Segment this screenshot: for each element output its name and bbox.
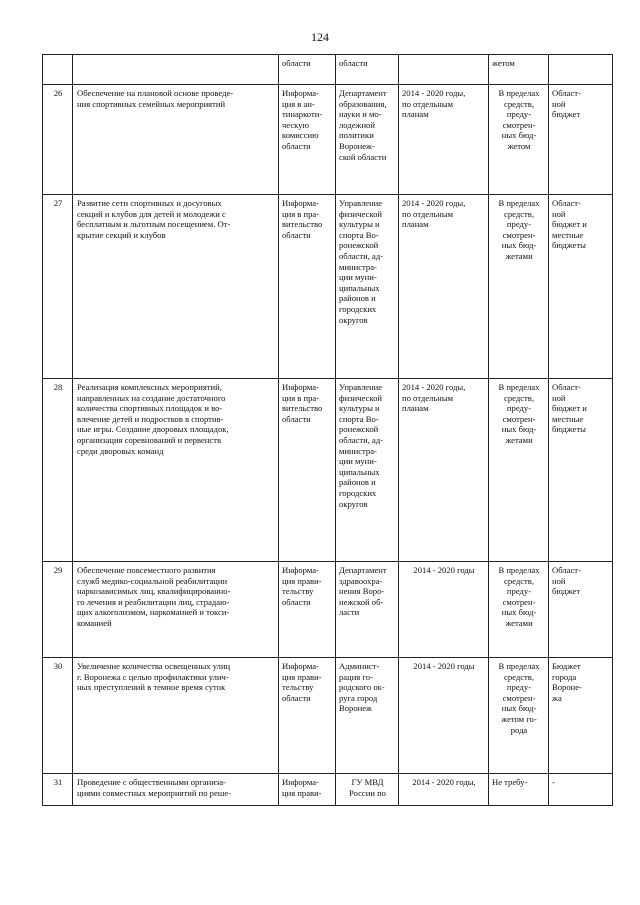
cell-term: 2014 - 2020 годы [399,562,489,658]
cell-budget: Област- ной бюджет [549,562,613,658]
cell-num: 28 [43,379,73,562]
cell-term: 2014 - 2020 годы, по отдельным планам [399,195,489,379]
cell-description: Увеличение количества освещенных улиц г. Воронежа с целью профилактики улич- ных преступлений в темное время суток [73,658,279,774]
cell-num: 30 [43,658,73,774]
cell-info: Информа- ция прави- тельству области [279,562,336,658]
cell-executor: Админист- рация го- родского ок- руга город Воронеж [336,658,399,774]
cell-budget: Област- ной бюджет [549,85,613,195]
cell-executor: Управление физической культуры и спорта Во- ронежской области, ад- министра- ции муни- ципальных районов и городских округов [336,195,399,379]
cell-description: Развитие сети спортивных и досуговых секций и клубов для детей и молодежи с бесплатным и льготным посещением. От- крытие секций и клубов [73,195,279,379]
cell-executor: области [336,55,399,85]
cell-financing: В пределах средств, преду- смотрен- ных бюд- жетами [489,379,549,562]
table-row [43,195,613,379]
cell-num: 26 [43,85,73,195]
cell-num: 27 [43,195,73,379]
cell-term: 2014 - 2020 годы, по отдельным планам [399,379,489,562]
cell-info: области [279,55,336,85]
cell-term [399,55,489,85]
cell-term: 2014 - 2020 годы, [399,774,489,806]
cell-description: Реализация комплексных мероприятий, направленных на создание достаточного количества спортивных площадок и во- влечение детей и подростков в спортив- ные игры. Создание дворовых площадок, организация соревнований и первенств среди дворовых команд [73,379,279,562]
cell-num: 31 [43,774,73,806]
cell-financing: В пределах средств, преду- смотрен- ных бюд- жетами [489,562,549,658]
cell-budget [549,55,613,85]
table-row [43,658,613,774]
cell-executor: ГУ МВД России по [336,774,399,806]
cell-financing: В пределах средств, преду- смотрен- ных бюд- жетом го- рода [489,658,549,774]
cell-info: Информа- ция прави- тельству области [279,658,336,774]
cell-num: 29 [43,562,73,658]
cell-executor: Департамент образования, науки и мо- лодежной политики Воронеж- ской области [336,85,399,195]
cell-executor: Управление физической культуры и спорта Во- ронежской области, ад- министра- ции муни- ципальных районов и городских округов [336,379,399,562]
cell-budget: - [549,774,613,806]
table-row [43,379,613,562]
cell-financing: жетом [489,55,549,85]
cell-info: Информа- ция в пра- вительство области [279,195,336,379]
cell-term: 2014 - 2020 годы, по отдельным планам [399,85,489,195]
table-row [43,774,613,806]
cell-description: Обеспечение повсеместного развития служб медико-социальной реабилитации наркозависимых лиц, квалифицированно- го лечения и реабилитации лиц, страдаю- щих алкоголизмом, наркоманией и токси- команией [73,562,279,658]
cell-budget: Бюджет города Воронe- жа [549,658,613,774]
cell-description [73,55,279,85]
page-number: 124 [311,30,329,44]
cell-budget: Област- ной бюджет и местные бюджеты [549,379,613,562]
cell-financing: Не требу- [489,774,549,806]
cell-info: Информа- ция в пра- вительство области [279,379,336,562]
cell-description: Проведение с общественными организа- циями совместных мероприятий по реше- [73,774,279,806]
cell-financing: В пределах средств, преду- смотрен- ных бюд- жетом [489,85,549,195]
cell-info: Информа- ция в ан- тинаркоти- ческую комиссию области [279,85,336,195]
cell-executor: Департамент здравоохра- нения Воро- нежской об- ласти [336,562,399,658]
measures-table [42,54,613,806]
cell-financing: В пределах средств, преду- смотрен- ных бюд- жетами [489,195,549,379]
table-row-continuation [43,55,613,85]
cell-term: 2014 - 2020 годы [399,658,489,774]
cell-description: Обеспечение на плановой основе проведе- ния спортивных семейных мероприятий [73,85,279,195]
table-row [43,85,613,195]
cell-num [43,55,73,85]
cell-info: Информа- ция прави- [279,774,336,806]
cell-budget: Област- ной бюджет и местные бюджеты [549,195,613,379]
table-row [43,562,613,658]
